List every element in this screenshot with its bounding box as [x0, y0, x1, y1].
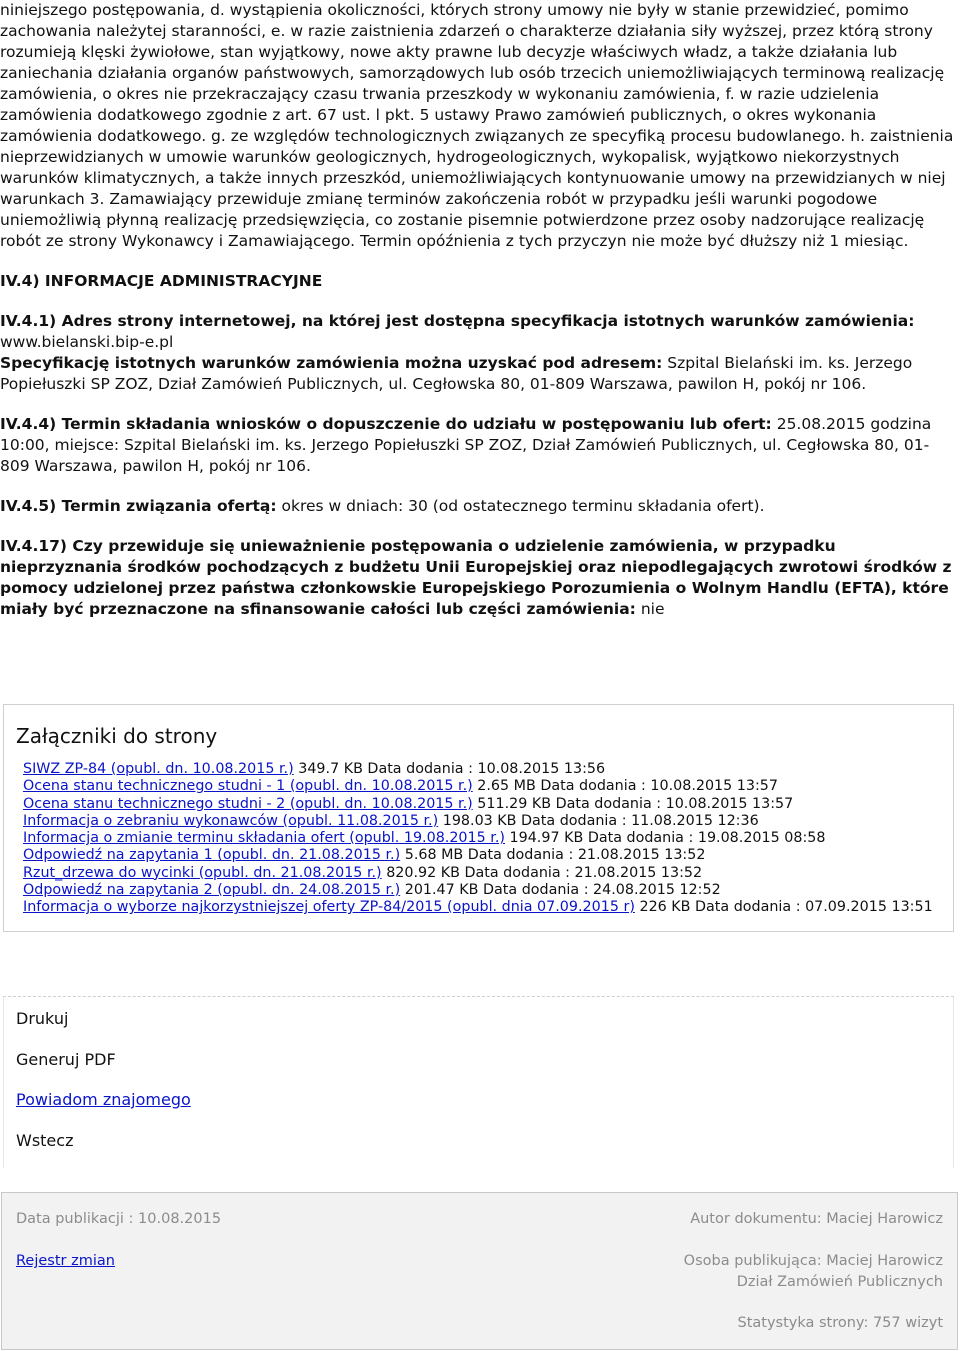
- attachment-link[interactable]: Informacja o wyborze najkorzystniejszej oferty ZP-84/2015 (opubl. dnia 07.09.2015 r): [23, 899, 635, 916]
- attachment-info: 198.03 KB Data dodania : 11.08.2015 12:36: [442, 812, 759, 829]
- attachment-info: 226 KB Data dodania : 07.09.2015 13:51: [639, 899, 933, 916]
- publisher-department: Dział Zamówień Publicznych: [736, 1274, 943, 1290]
- section-iv41: [0, 311, 955, 353]
- iv417-label: IV.4.17) Czy przewiduje się unieważnienie postępowania o udzielenie zamówienia, w przypadku nieprzyznania środków pochodzących z budżetu Unii Europejskiej oraz niepodlegających zwrotowi środków z pomocy udzielonej przez państwa członkowskie Europejskiego Porozumienia o Wolnym Handlu (EFTA), które miały być przeznaczone na sfinansowanie całości lub części zamówienia:: [0, 537, 952, 618]
- section-iv417: [0, 536, 955, 620]
- attachment-info: 511.29 KB Data dodania : 10.08.2015 13:57: [477, 795, 794, 812]
- attachments-list: [16, 761, 941, 917]
- attachment-link[interactable]: Rzut_drzewa do wycinki (opubl. dn. 21.08.2015 r.): [23, 864, 382, 881]
- back-button[interactable]: Wstecz: [16, 1130, 74, 1150]
- iv45-value: okres w dniach: 30 (od ostatecznego terminu składania ofert).: [281, 497, 765, 515]
- iv41-value: www.bielanski.bip-e.pl: [0, 333, 174, 351]
- print-button[interactable]: Drukuj: [16, 1009, 69, 1028]
- attachment-info: 2.65 MB Data dodania : 10.08.2015 13:57: [477, 778, 778, 795]
- attachment-link[interactable]: Ocena stanu technicznego studni - 1 (opubl. dn. 10.08.2015 r.): [23, 778, 473, 795]
- section-spec-address: [0, 353, 955, 395]
- section-heading-administrative: IV.4) INFORMACJE ADMINISTRACYJNE: [0, 272, 323, 290]
- attachment-link[interactable]: Odpowiedź na zapytania 2 (opubl. dn. 24.08.2015 r.): [23, 882, 401, 899]
- spec-value: Szpital Bielański im. ks. Jerzego Popiełuszki SP ZOZ, Dział Zamówień Publicznych, ul. Cegłowska 80, 01-809 Warszawa, pawilon H, pokój nr 106.: [0, 354, 913, 393]
- document-content: [0, 0, 955, 620]
- page-statistics: Statystyka strony: 757 wizyt: [737, 1315, 943, 1331]
- attachment-item: [23, 761, 941, 778]
- attachment-info: 194.97 KB Data dodania : 19.08.2015 08:58: [509, 830, 826, 847]
- attachments-title: Załączniki do strony: [16, 724, 218, 748]
- iv44-label: IV.4.4) Termin składania wniosków o dopuszczenie do udziału w postępowaniu lub ofert:: [0, 415, 772, 433]
- document-author: Autor dokumentu: Maciej Harowicz: [690, 1211, 943, 1227]
- change-log-link[interactable]: Rejestr zmian: [16, 1253, 115, 1269]
- section-iv45: [0, 496, 955, 517]
- attachment-item: [23, 899, 941, 916]
- iv41-label: IV.4.1) Adres strony internetowej, na której jest dostępna specyfikacja istotnych warunków zamówienia:: [0, 312, 915, 330]
- attachment-info: 820.92 KB Data dodania : 21.08.2015 13:52: [386, 864, 703, 881]
- page-actions: [3, 996, 954, 1168]
- publication-date: Data publikacji : 10.08.2015: [16, 1211, 222, 1227]
- page-footer: [1, 1192, 958, 1350]
- notify-friend-link[interactable]: Powiadom znajomego: [16, 1090, 191, 1109]
- attachment-link[interactable]: Ocena stanu technicznego studni - 2 (opubl. dn. 10.08.2015 r.): [23, 795, 473, 812]
- spec-label: Specyfikację istotnych warunków zamówienia można uzyskać pod adresem:: [0, 354, 663, 372]
- attachment-item: [23, 830, 941, 847]
- section-iv44: [0, 414, 955, 477]
- attachment-item: [23, 778, 941, 795]
- attachment-link[interactable]: Informacja o zmianie terminu składania ofert (opubl. 19.08.2015 r.): [23, 830, 505, 847]
- attachment-info: 349.7 KB Data dodania : 10.08.2015 13:56: [298, 761, 606, 777]
- iv44-value: 25.08.2015 godzina 10:00, miejsce: Szpital Bielański im. ks. Jerzego Popiełuszki SP ZOZ, Dział Zamówień Publicznych, ul. Cegłowska 80, 01-809 Warszawa, pawilon H, pokój nr 106.: [0, 415, 932, 475]
- attachments-panel: [3, 704, 954, 932]
- attachment-item: [23, 882, 941, 899]
- attachment-link[interactable]: Informacja o zebraniu wykonawców (opubl. 11.08.2015 r.): [23, 812, 439, 829]
- attachment-item: [23, 847, 941, 864]
- paragraph-contract-changes: niniejszego postępowania, d. wystąpienia okoliczności, których strony umowy nie były w stanie przewidzieć, pomimo zachowania należytej staranności, e. w razie zaistnienia zdarzeń o charakterze działania siły wyższej, przez którą strony rozumieją klęski żywiołowe, stan wyjątkowy, nowe akty prawne lub decyzje właściwych władz, a także działania lub zaniechania działania organów państwowych, samorządowych lub osób trzecich uniemożliwiających terminową realizację zamówienia, o okres nie przekraczający czasu trwania przeszkody w wykonaniu zamówienia, f. w razie udzielenia zamówienia dodatkowego zgodnie z art. 67 ust. l pkt. 5 ustawy Prawo zamówień publicznych, o okres wykonania zamówienia dodatkowego. g. ze względów technologicznych związanych ze specyfiką procesu budowlanego. h. zaistnienia nieprzewidzianych w umowie warunków geologicznych, hydrogeologicznych, wykopalisk, wyjątkowo niekorzystnych warunków klimatycznych, a także innych przeszkód, uniemożliwiających kontynuowanie umowy na przewidzianych w niej warunkach 3. Zamawiający przewiduje zmianę terminów zakończenia robót w przypadku jeśli warunki pogodowe uniemożliwią płynną realizację przedsięwzięcia, co zostanie pisemnie potwierdzone przez osoby nadzorujące realizację robót ze strony Wykonawcy i Zamawiającego. Termin opóźnienia z tych przyczyn nie może być dłuższy niż 1 miesiąc.: [0, 1, 954, 250]
- attachment-item: [23, 796, 941, 813]
- attachment-link[interactable]: Odpowiedź na zapytania 1 (opubl. dn. 21.08.2015 r.): [23, 847, 401, 864]
- attachment-info: 201.47 KB Data dodania : 24.08.2015 12:52: [404, 882, 721, 899]
- attachment-link[interactable]: SIWZ ZP-84 (opubl. dn. 10.08.2015 r.): [23, 761, 294, 777]
- generate-pdf-button[interactable]: Generuj PDF: [16, 1049, 116, 1069]
- iv45-label: IV.4.5) Termin związania ofertą:: [0, 497, 277, 515]
- attachment-info: 5.68 MB Data dodania : 21.08.2015 13:52: [404, 847, 706, 864]
- publisher-name: Osoba publikująca: Maciej Harowicz: [683, 1253, 943, 1269]
- attachment-item: [23, 865, 941, 882]
- attachment-item: [23, 813, 941, 830]
- iv417-value: nie: [640, 600, 665, 618]
